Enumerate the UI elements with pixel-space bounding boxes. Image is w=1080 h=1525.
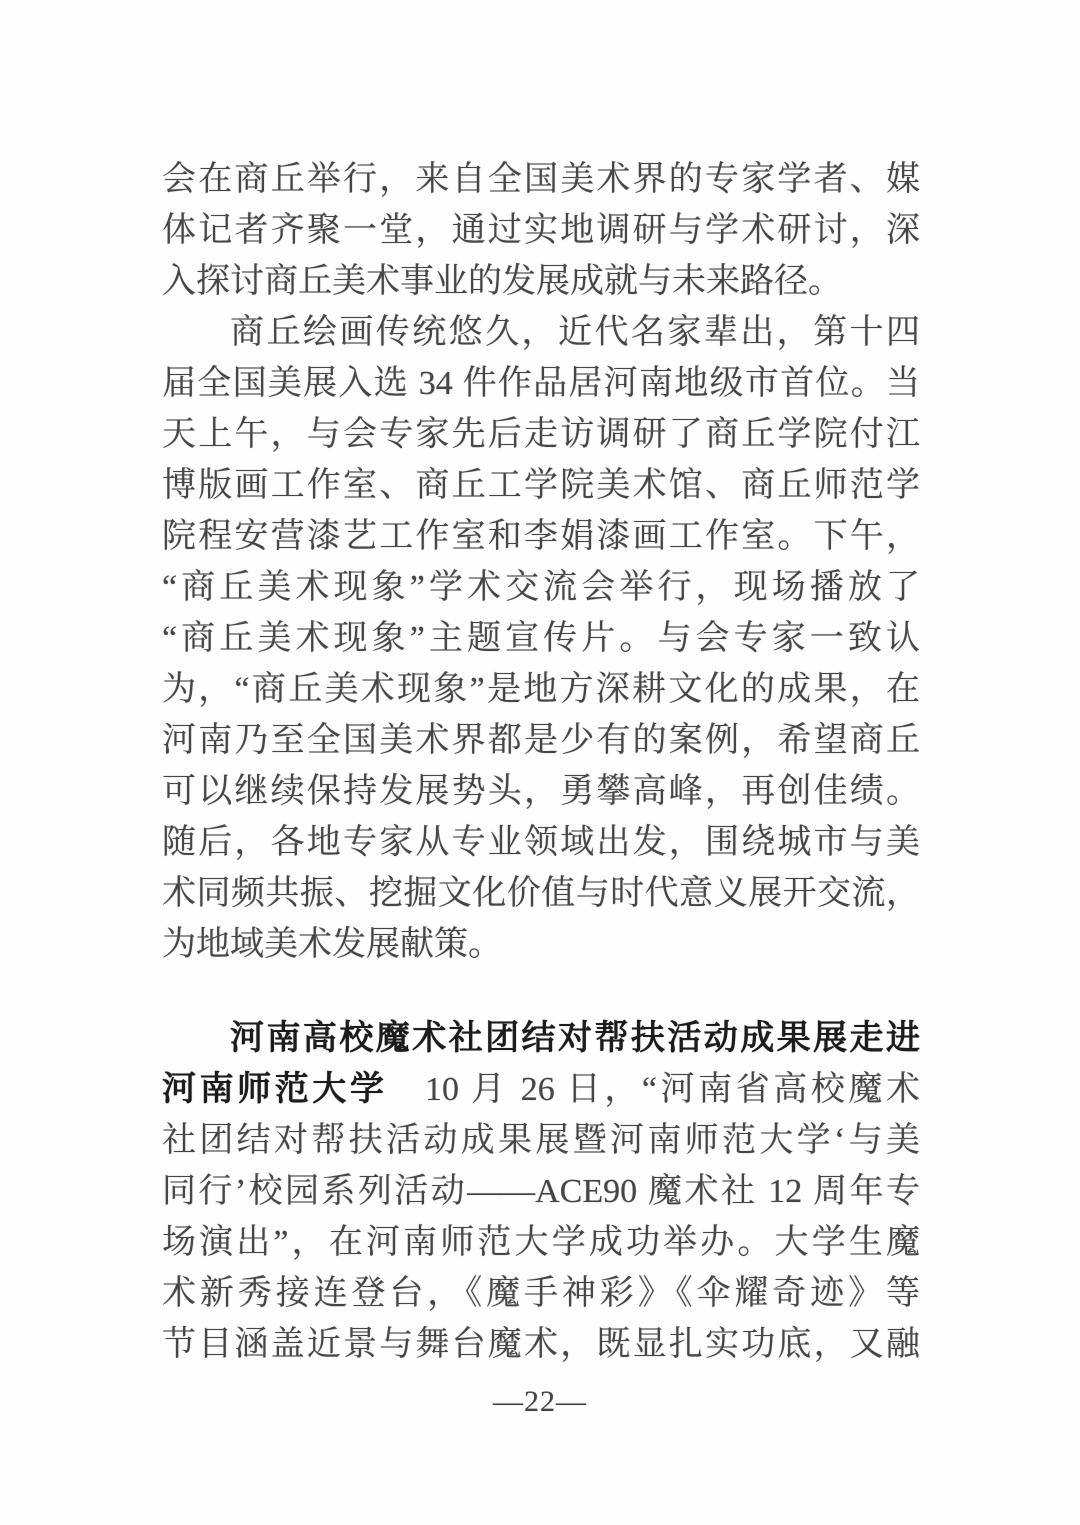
text-line: 为，“商丘美术现象”是地方深耕文化的成果，在 [162,671,920,708]
page-number: —22— [493,1385,587,1418]
text-line: 随后，各地专家从专业领域出发，围绕城市与美 [162,824,920,861]
text-line: 天上午，与会专家先后走访调研了商丘学院付江 [162,416,920,453]
text-line: 体记者齐聚一堂，通过实地调研与学术研讨，深 [162,212,920,249]
news-title-lead: 河南师范大学 [162,1070,388,1108]
text-line: 届全国美展入选 34 件作品居河南地级市首位。当 [162,365,920,402]
text-line: 河南乃至全国美术界都是少有的案例，希望商丘 [162,722,920,759]
paragraph-shangqiu-art [162,307,920,970]
text-line: 同行’校园系列活动——ACE90 魔术社 12 周年专 [162,1173,920,1210]
text-line: 入探讨商丘美术事业的发展成就与未来路径。 [162,263,842,300]
text-line: 术新秀接连登台，《魔手神彩》《伞耀奇迹》等 [162,1275,920,1312]
text-line: 节目涵盖近景与舞台魔术，既显扎实功底，又融 [162,1326,920,1363]
text-block [162,154,920,1370]
text-line: 为地域美术发展献策。 [162,926,502,963]
text-line: 博版画工作室、商丘工学院美术馆、商丘师范学 [162,467,920,504]
text-line: 商丘绘画传统悠久，近代名家辈出，第十四 [230,314,920,351]
text-line: 会在商丘举行，来自全国美术界的专家学者、媒 [162,161,920,198]
text-line: 术同频共振、挖掘文化价值与时代意义展开交流， [162,875,920,912]
news-title-line: 河南高校魔术社团结对帮扶活动成果展走进 [230,1019,920,1057]
text-line: 可以继续保持发展势头，勇攀高峰，再创佳绩。 [162,773,920,810]
text-line: “商丘美术现象”主题宣传片。与会专家一致认 [162,620,920,657]
news-body-start: 10 月 26 日，“河南省高校魔术 [387,1071,920,1108]
text-line: 场演出”，在河南师范大学成功举办。大学生魔 [162,1224,920,1261]
text-line: “商丘美术现象”学术交流会举行，现场播放了 [162,569,920,606]
text-line: 院程安营漆艺工作室和李娟漆画工作室。下午， [162,518,920,555]
paragraph-magic-news [162,1013,920,1370]
paragraph-continuation [162,154,920,307]
text-line: 社团结对帮扶活动成果展暨河南师范大学‘与美 [162,1122,920,1159]
text-line [162,1064,920,1115]
